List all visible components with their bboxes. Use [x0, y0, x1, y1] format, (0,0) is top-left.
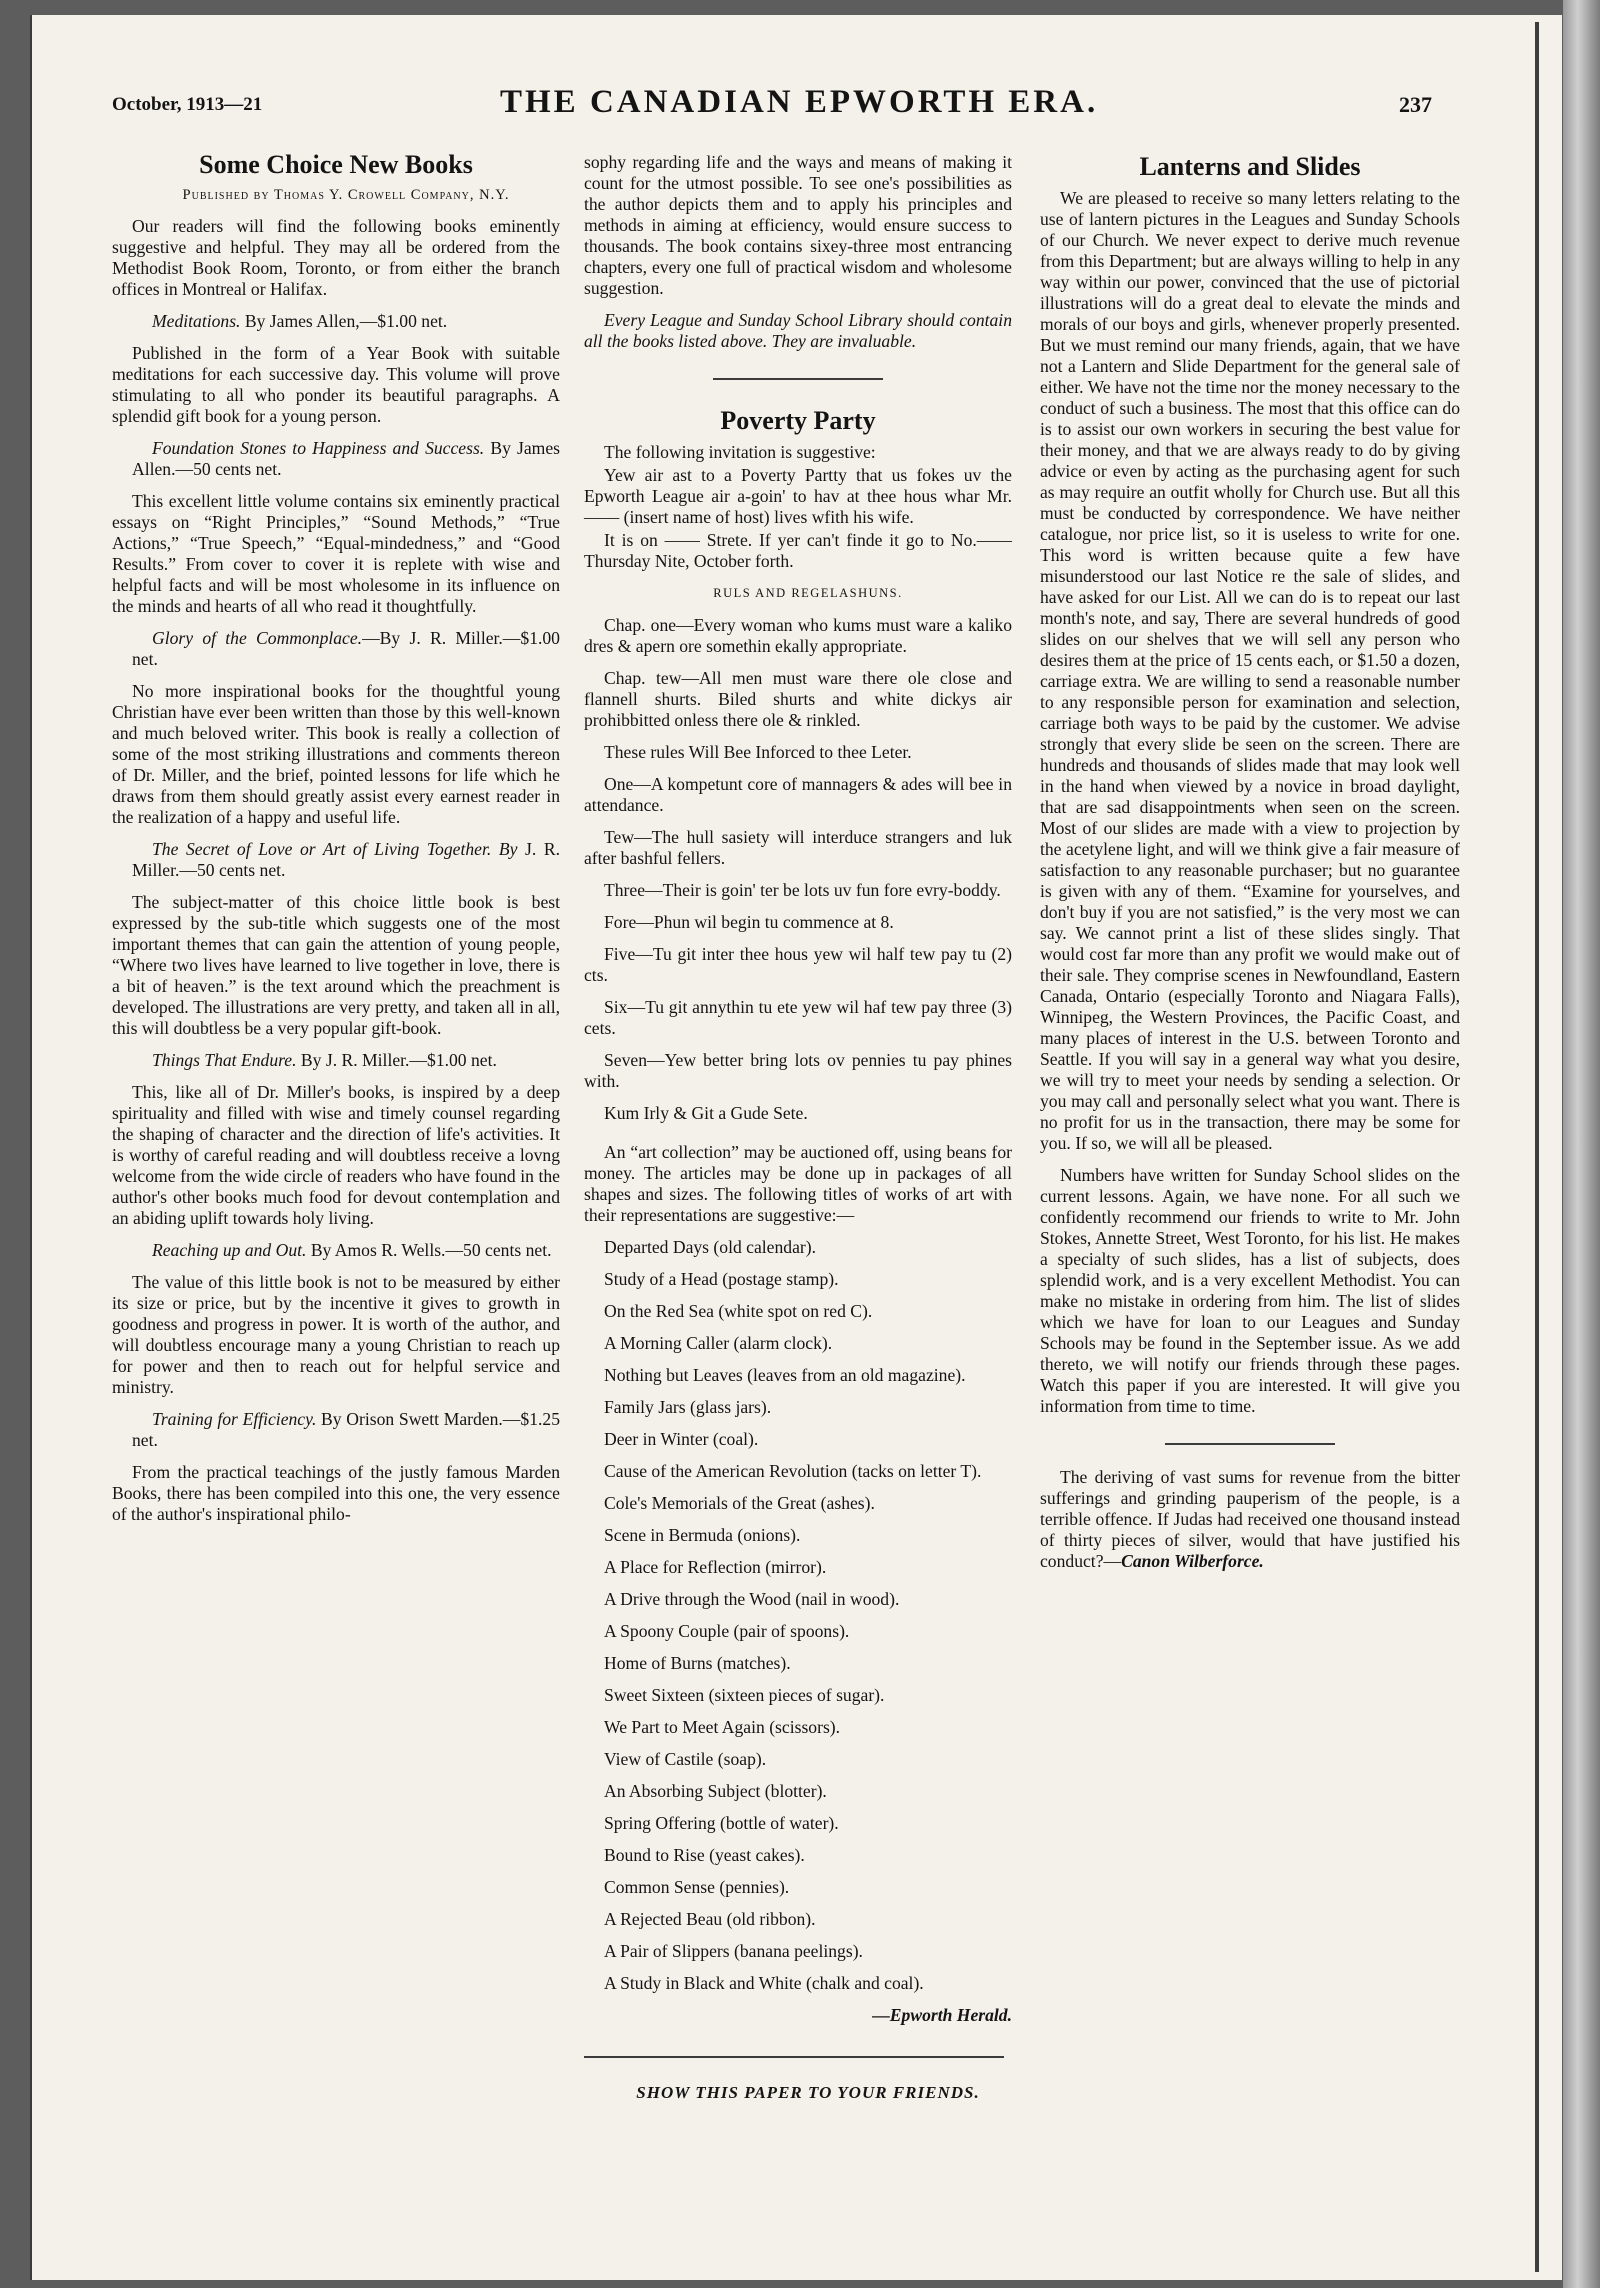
book-description: The value of this little book is not to be measured by either its size or price, but by the incentive it gives to growth in goodness and progress in power. It is worth of the author, and will doubtless encourage many a young Christian to reach up for power and then to reach out for helpful service and ministry.: [112, 1272, 560, 1397]
poverty-intro: The following invitation is suggestive:: [604, 442, 876, 462]
rule-item: Kum Irly & Git a Gude Sete.: [604, 1103, 808, 1123]
section-heading-lanterns: Lanterns and Slides: [1139, 152, 1361, 181]
page-binding-rule: [1535, 22, 1539, 2272]
issue-date: October, 1913—21: [112, 94, 263, 115]
invitation-paragraph: It is on —— Strete. If yer can't finde it go to No.—— Thursday Nite, October forth.: [584, 530, 1012, 571]
rule-item: Chap. one—Every woman who kums must ware a kaliko dres & apern ore somethin ekally appropriate.: [584, 615, 1012, 656]
art-item: A Rejected Beau (old ribbon).: [604, 1909, 816, 1929]
art-item: An Absorbing Subject (blotter).: [604, 1781, 827, 1801]
book-title-entry: Reaching up and Out. By Amos R. Wells.—50 cents net.: [152, 1240, 552, 1260]
rule-item: Seven—Yew better bring lots ov pennies tu pay phines with.: [584, 1050, 1012, 1091]
publisher-line: Published by Thomas Y. Crowell Company, N.Y.: [182, 187, 510, 203]
book-title-entry: Foundation Stones to Happiness and Success. By James Allen.—50 cents net.: [132, 438, 561, 479]
masthead-title: THE CANADIAN EPWORTH ERA.: [500, 84, 1099, 120]
section-heading-books: Some Choice New Books: [199, 150, 473, 179]
book-title-entry: Training for Efficiency. By Orison Swett Marden.—$1.25 net.: [132, 1409, 560, 1450]
section-heading-poverty-party: Poverty Party: [720, 406, 876, 435]
book-title-entry: Meditations. By James Allen,—$1.00 net.: [152, 311, 448, 331]
art-item: Family Jars (glass jars).: [604, 1397, 772, 1417]
lanterns-paragraph: Numbers have written for Sunday School slides on the current lessons. Again, we have none. For all such we confidently recommend our friends to write to Mr. John Stokes, Annette Street, West Toronto, for his list. He makes a specialty of such slides, has a list of subjects, does splendid work, and is a very excellent Methodist. You can make no mistake in ordering from him. The list of slides which we have for loan to our Leagues and Sunday Schools may be found in the September issue. As we add thereto, we will notify our friends through these pages. Watch this paper if you are interested. It will give you information from time to time.: [1040, 1165, 1460, 1416]
art-item: A Spoony Couple (pair of spoons).: [604, 1621, 850, 1641]
art-item: Departed Days (old calendar).: [604, 1237, 817, 1257]
art-item: A Study in Black and White (chalk and coal).: [604, 1973, 924, 1993]
section-divider: [1165, 1443, 1335, 1445]
column-1: [112, 150, 560, 1536]
column-3: [1040, 152, 1460, 1583]
book-description: No more inspirational books for the thoughtful young Christian have ever been written than those by this well-known and much beloved writer. This book is really a collection of some of the most striking illustrations and comments thereon of Dr. Miller, and the brief, pointed lessons for life which he draws from them should greatly assist every earnest reader in the realization of a happy and useful life.: [112, 681, 560, 827]
art-item: Scene in Bermuda (onions).: [604, 1525, 801, 1545]
show-paper-notice: SHOW THIS PAPER TO YOUR FRIENDS.: [636, 2083, 980, 2102]
page-number: 237: [1399, 92, 1432, 117]
rule-item: One—A kompetunt core of mannagers & ades will bee in attendance.: [584, 774, 1012, 815]
art-item: Nothing but Leaves (leaves from an old magazine).: [604, 1365, 966, 1385]
book-description: This excellent little volume contains six eminently practical essays on “Right Principles,” “Sound Methods,” “True Actions,” “True Speech,” “Equal-mindedness,” and “Good Results.” From cover to cover it is replete with wise and helpful facts and will be most wholesome in its influence on the minds and hearts of all who read it thoughtfully.: [112, 491, 560, 616]
book-title-entry: Things That Endure. By J. R. Miller.—$1.00 net.: [152, 1050, 497, 1070]
art-item: Deer in Winter (coal).: [604, 1429, 759, 1449]
rule-item: Six—Tu git annythin tu ete yew wil haf tew pay three (3) cets.: [584, 997, 1012, 1038]
source-attribution: —Epworth Herald.: [872, 2005, 1012, 2025]
art-item: A Morning Caller (alarm clock).: [604, 1333, 833, 1353]
books-intro: Our readers will find the following books eminently suggestive and helpful. They may all be ordered from the Methodist Book Room, Toronto, or from either the branch offices in Montreal or Halifax.: [112, 216, 560, 299]
section-divider: [713, 378, 883, 380]
rule-item: Chap. tew—All men must ware there ole close and flannell shurts. Biled shurts and white dickys air prohibbitted onless there ole & rinkled.: [584, 668, 1012, 730]
book-description: Published in the form of a Year Book with suitable meditations for each successive day. This volume will prove stimulating to all who ponder its beautiful paragraphs. A splendid gift book for a young person.: [112, 343, 560, 426]
art-item: On the Red Sea (white spot on red C).: [604, 1301, 873, 1321]
rule-item: These rules Will Bee Inforced to thee Leter.: [604, 742, 912, 762]
art-item: Home of Burns (matches).: [604, 1653, 791, 1673]
rule-item: Five—Tu git inter thee hous yew wil half tew pay tu (2) cts.: [584, 944, 1012, 985]
art-item: Common Sense (pennies).: [604, 1877, 790, 1897]
quote-author: Canon Wilberforce.: [1121, 1551, 1264, 1571]
league-note: Every League and Sunday School Library should contain all the books listed above. They are invaluable.: [584, 310, 1012, 351]
art-item: Cause of the American Revolution (tacks on letter T).: [604, 1461, 982, 1481]
book-description: From the practical teachings of the justly famous Marden Books, there has been compiled into this one, the very essence of the author's inspirational philo-: [112, 1462, 560, 1524]
book-title-entry: Glory of the Commonplace.—By J. R. Miller.—$1.00 net.: [132, 628, 560, 669]
art-item: View of Castile (soap).: [604, 1749, 767, 1769]
page-edge: [1563, 0, 1600, 2288]
art-item: Sweet Sixteen (sixteen pieces of sugar).: [604, 1685, 885, 1705]
art-item: Cole's Memorials of the Great (ashes).: [604, 1493, 875, 1513]
invitation-paragraph: Yew air ast to a Poverty Partty that us fokes uv the Epworth League air a-goin' to hav at thee hous whar Mr. —— (insert name of host) lives wfith his wife.: [584, 465, 1012, 527]
art-item: Spring Offering (bottle of water).: [604, 1813, 839, 1833]
art-collection-intro: An “art collection” may be auctioned off, using beans for money. The articles may be done up in packages of all shapes and sizes. The following titles of works of art with their representations are suggestive:—: [584, 1142, 1012, 1225]
art-item: A Drive through the Wood (nail in wood).: [604, 1589, 900, 1609]
art-list: [584, 1237, 1012, 1994]
book-description: The subject-matter of this choice little book is best expressed by the sub-title which suggests one of the most important themes that can gain the attention of young people, “Where two lives have learned to live together in love, there is a bit of heaven.” is the text around which the preachment is developed. The illustrations are very pretty, and taken all in all, this will doubtless be a very popular gift-book.: [112, 892, 560, 1038]
art-item: A Place for Reflection (mirror).: [604, 1557, 827, 1577]
column-2: [584, 152, 1012, 2117]
continued-text: sophy regarding life and the ways and means of making it count for the utmost possible. To see one's possibilities as the author depicts them and to apply his principles and methods in aiming at efficiency, would ensure success to thousands. The book contains sixey-three most entrancing chapters, every one full of practical wisdom and wholesome suggestion.: [584, 152, 1012, 298]
wilberforce-quote: The deriving of vast sums for revenue from the bitter sufferings and grinding pauperism of the people, is a terrible offence. If Judas had received one thousand instead of thirty pieces of silver, would that have justified his conduct?—Canon Wilberforce.: [1040, 1467, 1460, 1571]
art-item: We Part to Meet Again (scissors).: [604, 1717, 841, 1737]
art-item: Study of a Head (postage stamp).: [604, 1269, 839, 1289]
art-item: A Pair of Slippers (banana peelings).: [604, 1941, 863, 1961]
rules-subheading: RULS AND REGELASHUNS.: [713, 586, 903, 600]
rule-item: Three—Their is goin' ter be lots uv fun fore evry-boddy.: [604, 880, 1001, 900]
book-title-entry: The Secret of Love or Art of Living Together. By J. R. Miller.—50 cents net.: [132, 839, 560, 880]
rule-item: Fore—Phun wil begin tu commence at 8.: [604, 912, 894, 932]
section-divider: [584, 2056, 1004, 2058]
rule-item: Tew—The hull sasiety will interduce strangers and luk after bashful fellers.: [584, 827, 1012, 868]
lanterns-paragraph: We are pleased to receive so many letters relating to the use of lantern pictures in the Leagues and Sunday Schools of our Church. We never expect to derive much revenue from this Department; but are always willing to help in any way within our power, convinced that the use of pictorial illustrations will do a great deal to elevate the minds and morals of our boys and girls, whenever properly presented. But we must remind our many friends, again, that we have not a Lantern and Slide Department for the general sale of either. We have not the time nor the money necessary to the conduct of such a business. The most that this office can do is to assist our own workers in securing the best value for their money, and that we are always ready to do by giving advice or even by acting as the purchasing agent for such as may require an outfit wholly for Church use. But all this must be conducted by correspondence. We have neither catalogue, nor price list, so it is useless to write for one. This word is written because quite a few have misunderstood our last Notice re the sale of slides, and have asked for our List. All we can do is to repeat our last month's note, and say, There are several hundreds of good slides on our shelves that we will sell any person who desires them at the price of 15 cents each, or $1.50 a dozen, carriage extra. We are willing to send a reasonable number to any responsible person for examination and selection, carriage both ways to be paid by the customer. We advise strongly that every slide be seen on the screen. There are hundreds and thousands of slides made that may look well in the hand when viewed by a novice in broad daylight, that are sad disappointments when seen on the screen. Most of our slides are made with a view to projection by the acetylene light, and will we think give a fair measure of satisfaction to any reasonable purchaser; but no guarantee is given with any of them. “Examine for yourselves, and don't buy if you are not satisfied,” is the very most we can say. We cannot print a list of these slides singly. That would cost far more than any profit we would make out of their sale. They comprise scenes in Newfoundland, Eastern Canada, Ontario (especially Toronto and Niagara Falls), Winnipeg, the Western Provinces, the Pacific Coast, and many places of interest in the U.S. between Toronto and Seattle. If you will say in a general way what you desire, we will try to meet your needs by sending a selection. Or you may call and personally select what you want. There is no profit for us in the transaction, there may be some for you. If so, we will all be pleased.: [1040, 188, 1460, 1153]
art-item: Bound to Rise (yeast cakes).: [604, 1845, 805, 1865]
book-description: This, like all of Dr. Miller's books, is inspired by a deep spirituality and filled with wise and timely counsel regarding the shaping of character and the direction of life's activities. It is worthy of careful reading and will doubtless receive a lovng welcome from the wide circle of readers who have found in the author's other books much food for devout contemplation and an abiding uplift towards holy living.: [112, 1082, 560, 1228]
